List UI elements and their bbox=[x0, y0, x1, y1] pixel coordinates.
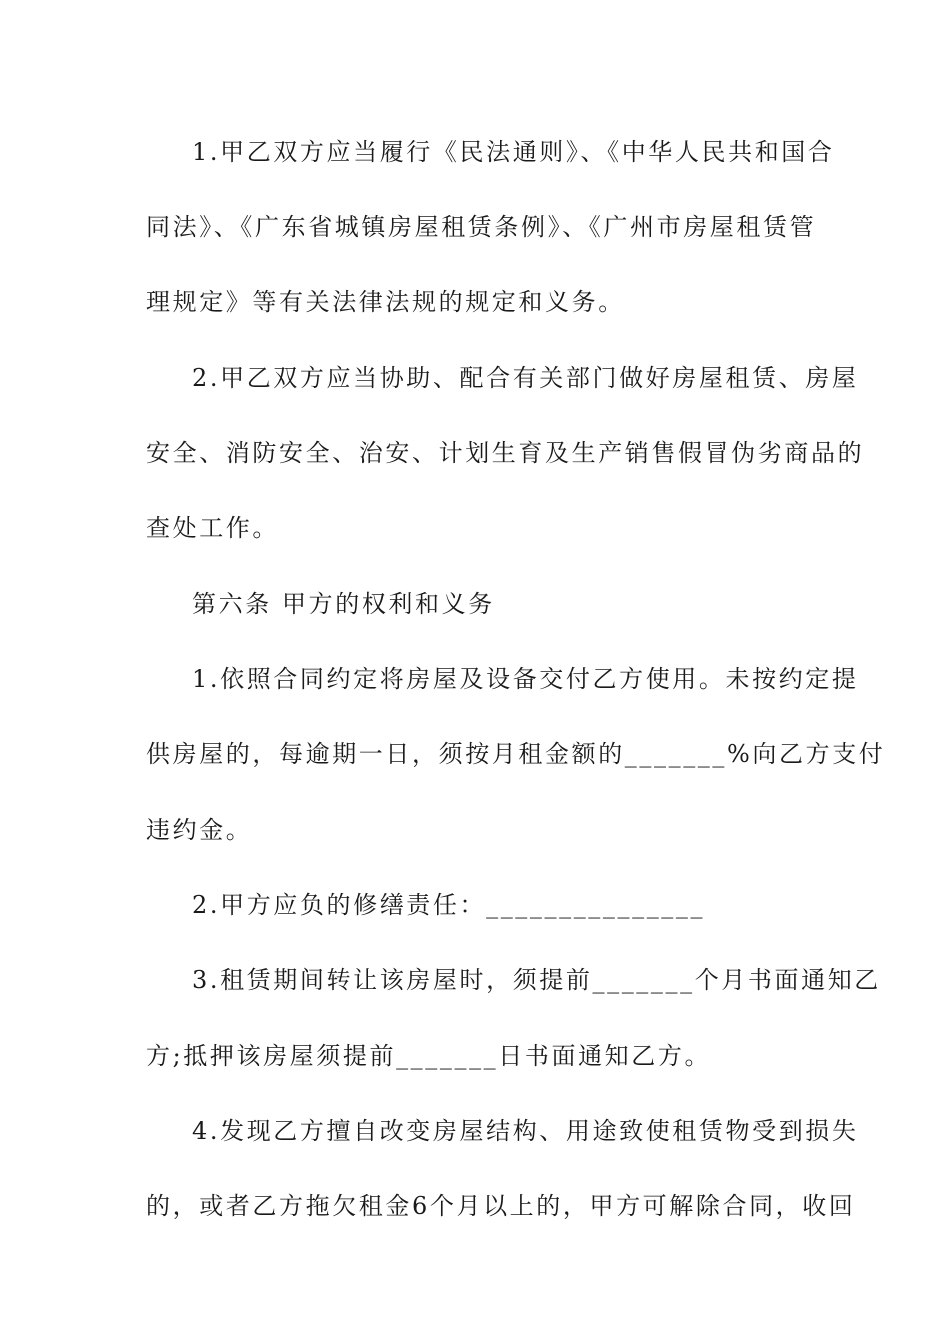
clause-6-1-line-1: 1.依照合同约定将房屋及设备交付乙方使用。未按约定提 bbox=[192, 665, 859, 693]
clause-6-1-line-2: 供房屋的，每逾期一日，须按月租金额的_______%向乙方支付 bbox=[146, 740, 886, 768]
clause-6-4-line-2: 的，或者乙方拖欠租金6个月以上的，甲方可解除合同，收回 bbox=[146, 1192, 856, 1220]
clause-5-1-line-3: 理规定》等有关法律法规的规定和义务。 bbox=[146, 288, 625, 316]
clause-5-1-line-2: 同法》、《广东省城镇房屋租赁条例》、《广州市房屋租赁管 bbox=[146, 213, 817, 241]
clause-6-4-line-1: 4.发现乙方擅自改变房屋结构、用途致使租赁物受到损失 bbox=[192, 1117, 859, 1145]
clause-5-2-line-2: 安全、消防安全、治安、计划生育及生产销售假冒伪劣商品的 bbox=[146, 439, 865, 467]
article-6-heading: 第六条 甲方的权利和义务 bbox=[192, 590, 495, 618]
clause-6-1-line-3: 违约金。 bbox=[146, 816, 253, 844]
clause-5-2-line-1: 2.甲乙双方应当协助、配合有关部门做好房屋租赁、房屋 bbox=[192, 364, 859, 392]
clause-6-3-line-2: 方;抵押该房屋须提前_______日书面通知乙方。 bbox=[146, 1042, 712, 1070]
clause-5-1-line-1: 1.甲乙双方应当履行《民法通则》、《中华人民共和国合 bbox=[192, 138, 835, 166]
clause-5-2-line-3: 查处工作。 bbox=[146, 514, 279, 542]
clause-6-3-line-1: 3.租赁期间转让该房屋时，须提前_______个月书面通知乙 bbox=[192, 966, 881, 994]
clause-6-2-line-1: 2.甲方应负的修缮责任：_______________ bbox=[192, 891, 706, 919]
